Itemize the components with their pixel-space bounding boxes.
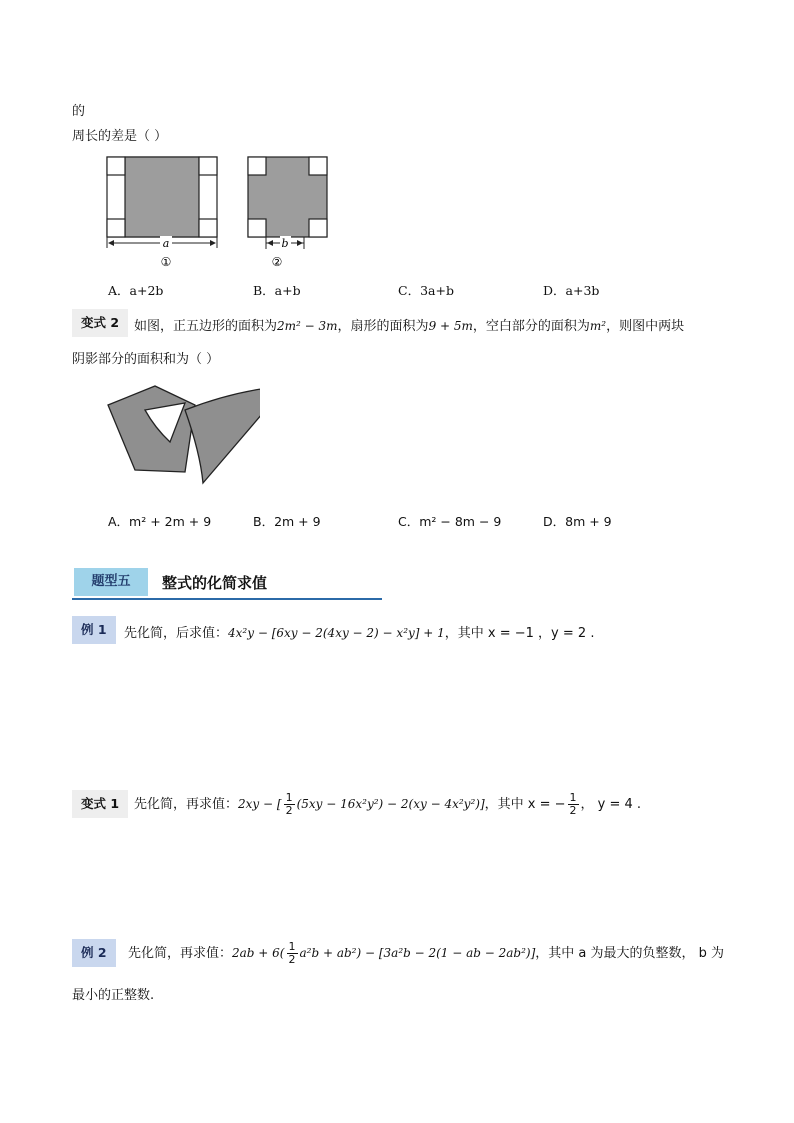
example-1-tag: 例 1 bbox=[72, 616, 116, 644]
option-b: B．a+b bbox=[253, 283, 301, 298]
example-2-text: 先化简，再求值：2ab + 6( $\frac{1}{2}$ a²b + ab²) − [3a²b − 2(1 − ab − 2ab²)]，其中 a 为最大的负整数， b 为 bbox=[128, 940, 725, 966]
variant-2-line-1: 如图，正五边形的面积为2m² − 3m，扇形的面积为9 + 5m，空白部分的面积为m²，则图中两块 bbox=[134, 319, 685, 334]
example-2-line-2: 最小的正整数. bbox=[72, 988, 155, 1003]
option-d: D．a+3b bbox=[543, 283, 600, 298]
example-2-tag: 例 2 bbox=[72, 939, 116, 967]
option-c: C．3a+b bbox=[398, 283, 454, 298]
pentagon-area-expr: 2m² − 3m bbox=[277, 319, 338, 333]
fraction-half-2: $\frac{1}{2}$ bbox=[288, 940, 296, 966]
example-1-text: 先化简，后求值：4x²y − [6xy − 2(4xy − 2) − x²y] + 1，其中 x = −1 ，y = 2 . bbox=[124, 626, 595, 641]
squares-figure bbox=[100, 150, 340, 272]
section-title: 整式的化简求值 bbox=[162, 574, 268, 592]
variant-2-option-a: A．m² + 2m + 9 bbox=[108, 514, 212, 529]
variant-1-text: 先化简，再求值：2xy − [ $\frac{1}{2}$ (5xy − 16x²y²) − 2(xy − 4x²y²)]，其中 x = − $\frac{1}{2}$ ， y = 4 . bbox=[134, 791, 642, 817]
section-divider bbox=[72, 598, 382, 600]
variant-2-line-2: 阴影部分的面积和为（ ） bbox=[72, 352, 220, 367]
example-1-expression: 4x²y − [6xy − 2(4xy − 2) − x²y] + 1 bbox=[228, 626, 445, 640]
figure-2 bbox=[248, 157, 327, 269]
variant-1-tag: 变式 1 bbox=[72, 790, 128, 818]
label-a: a bbox=[162, 237, 170, 250]
variant-2-tag: 变式 2 bbox=[72, 309, 128, 337]
variant-2-option-b: B．2m + 9 bbox=[253, 514, 321, 529]
variant-2-option-d: D．8m + 9 bbox=[543, 514, 612, 529]
figure-1-number: ① bbox=[160, 255, 172, 269]
variant-2-option-c: C．m² − 8m − 9 bbox=[398, 514, 502, 529]
option-a: A．a+2b bbox=[108, 283, 164, 298]
fraction-half: $\frac{1}{2}$ bbox=[285, 791, 293, 817]
blank-area-expr: m² bbox=[589, 319, 607, 333]
continued-text: 的 bbox=[72, 104, 86, 119]
pentagon-sector-figure bbox=[100, 380, 260, 490]
figure-1 bbox=[107, 157, 217, 269]
fraction-x-value: $\frac{1}{2}$ bbox=[569, 791, 577, 817]
sector-area-expr: 9 + 5m bbox=[428, 319, 473, 333]
figure-2-number: ② bbox=[271, 255, 283, 269]
question-stem: 周长的差是（ ） bbox=[72, 129, 168, 144]
section-chip: 题型五 bbox=[74, 568, 148, 596]
label-b: b bbox=[281, 237, 289, 250]
